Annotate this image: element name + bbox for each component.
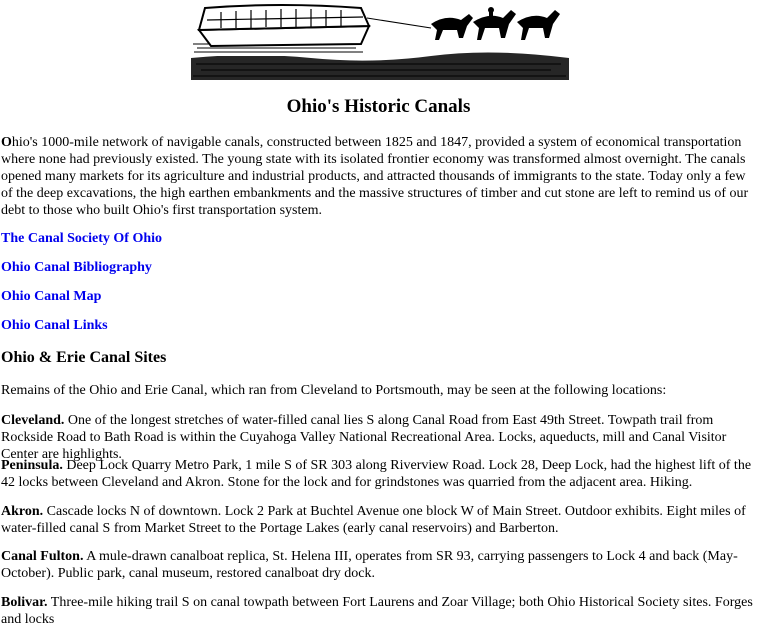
- site-entry-akron: [1, 503, 755, 537]
- link-canal-map[interactable]: Ohio Canal Map: [1, 289, 102, 304]
- site-name: Bolivar.: [1, 595, 48, 610]
- link-canal-links[interactable]: Ohio Canal Links: [1, 318, 108, 333]
- site-entry-peninsula: [1, 457, 755, 491]
- site-description: One of the longest stretches of water-filled canal lies S along Canal Road from East 49th Street. Towpath trail from Rockside Road to Bath Road is within the Cuyahoga Valley National Recreational Area. Locks, aqueducts, mill and Canal Visitor Center are highlights.: [1, 413, 727, 462]
- site-entry-canal-fulton: [1, 548, 755, 582]
- site-description: Deep Lock Quarry Metro Park, 1 mile S of SR 303 along Riverview Road. Lock 28, Deep Lock, had the highest lift of the 42 locks between Cleveland and Akron. Stone for the lock and for grindstones was quarried from the adjacent area. Hiking.: [1, 458, 752, 490]
- site-description: Three-mile hiking trail S on canal towpath between Fort Laurens and Zoar Village; both Ohio Historical Society sites. Forges and locks: [1, 595, 753, 627]
- site-entry-cleveland: [1, 412, 755, 463]
- site-name: Cleveland.: [1, 413, 65, 428]
- site-name: Peninsula.: [1, 458, 63, 473]
- site-name: Canal Fulton.: [1, 549, 84, 564]
- site-entry-bolivar: [1, 594, 755, 628]
- intro-paragraph: [1, 134, 755, 219]
- intro-drop-letter: O: [1, 135, 12, 150]
- canalboat-banner-image: [191, 0, 569, 80]
- section-lead: Remains of the Ohio and Erie Canal, which ran from Cleveland to Portsmouth, may be seen at the following locations:: [1, 383, 667, 398]
- link-canal-society[interactable]: The Canal Society Of Ohio: [1, 231, 163, 246]
- intro-text: hio's 1000-mile network of navigable canals, constructed between 1825 and 1847, provided a system of economical transportation where none had previously existed. The young state with its isolated frontier economy was transformed almost overnight. The canals opened many markets for its agriculture and industrial products, and attracted thousands of immigrants to the state. Today only a few of the deep excavations, the high earthen embankments and the massive structures of timber and cut stone are left to remind us of our debt to those who built Ohio's first transportation system.: [1, 135, 749, 218]
- site-name: Akron.: [1, 504, 44, 519]
- site-description: Cascade locks N of downtown. Lock 2 Park at Buchtel Avenue one block W of Main Street. Outdoor exhibits. Eight miles of water-filled canal S from Market Street to the Portage Lakes (early canal reservoirs) and Barberton.: [1, 504, 746, 536]
- page-title: Ohio's Historic Canals: [286, 96, 471, 117]
- section-heading: Ohio & Erie Canal Sites: [1, 349, 167, 366]
- link-canal-bibliography[interactable]: Ohio Canal Bibliography: [1, 260, 152, 275]
- site-description: A mule-drawn canalboat replica, St. Helena III, operates from SR 93, carrying passengers to Lock 4 and back (May-October). Public park, canal museum, restored canalboat dry dock.: [1, 549, 738, 581]
